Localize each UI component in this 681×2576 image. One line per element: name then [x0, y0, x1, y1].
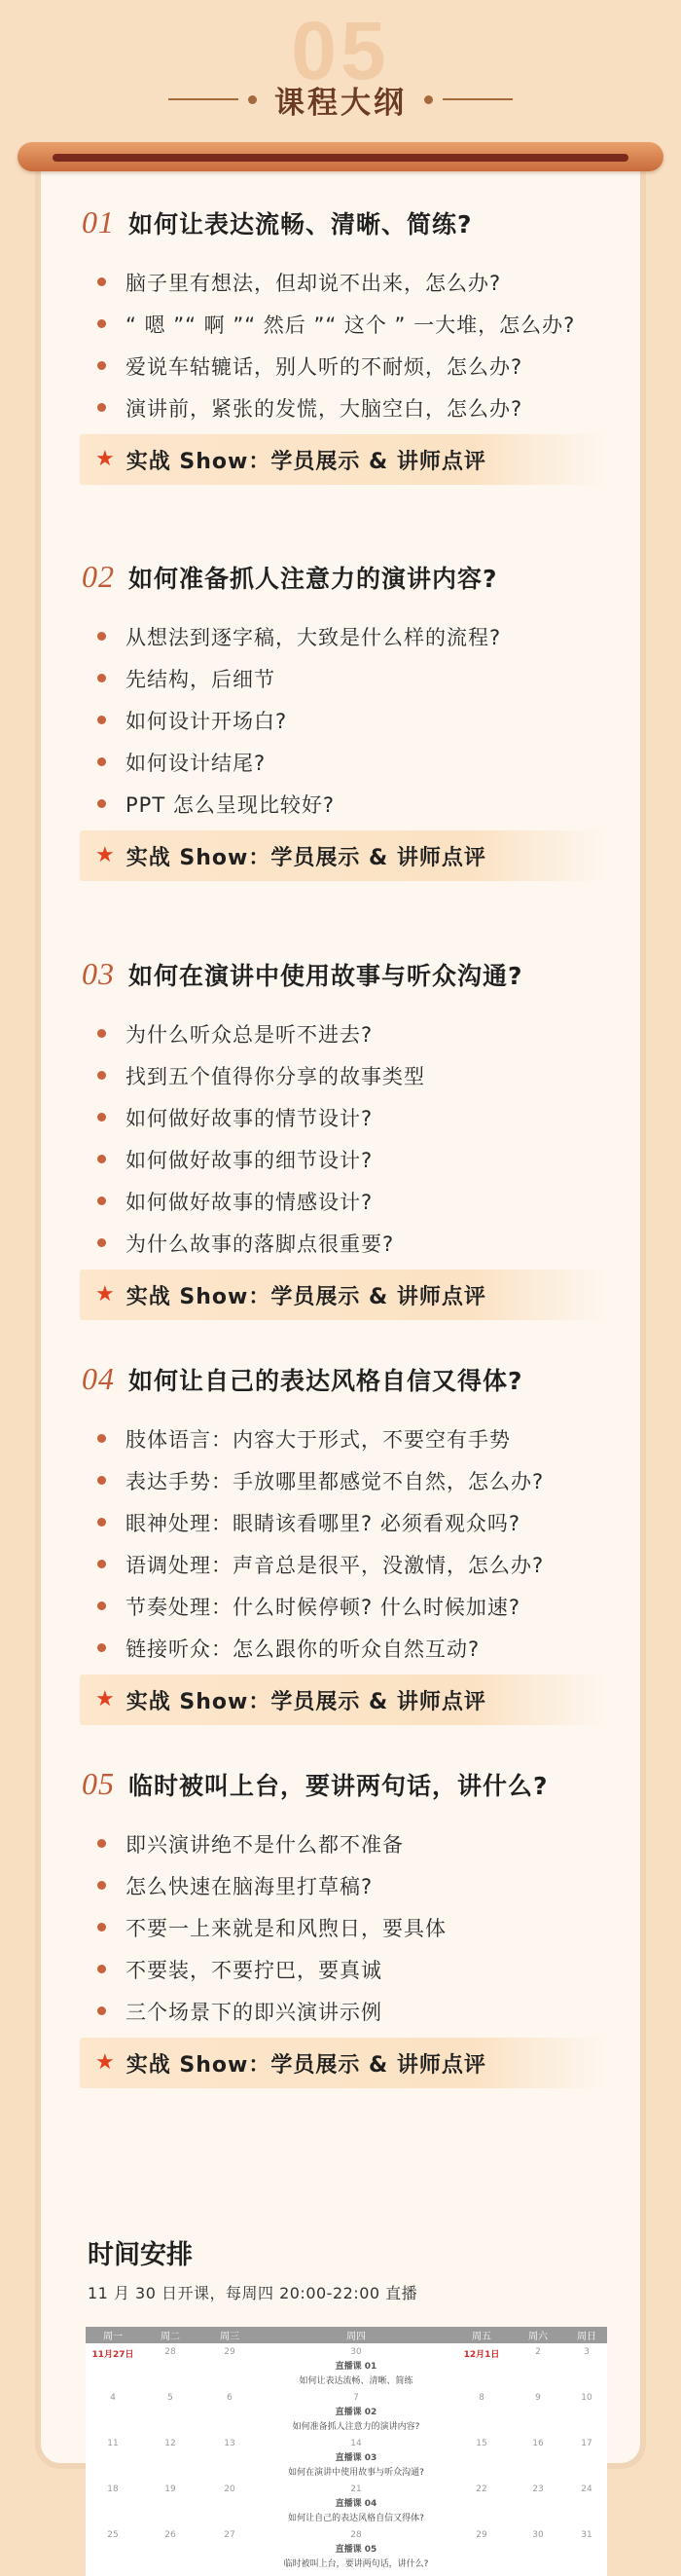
- calendar-day-number: 14: [350, 2439, 362, 2448]
- schedule-calendar: [86, 2327, 607, 2576]
- calendar-header: [86, 2327, 607, 2343]
- calendar-day-number: 25: [107, 2530, 119, 2540]
- page-title: 课程大纲: [274, 85, 407, 121]
- list-item-text: 节奏处理：什么时候停顿? 什么时候加速?: [125, 1595, 520, 1619]
- bullet-dot-icon: [97, 1113, 106, 1122]
- calendar-day-cell: [510, 2389, 566, 2435]
- calendar-week-row: [86, 2481, 607, 2526]
- calendar-day-number: 30: [350, 2347, 362, 2357]
- list-item: [97, 1627, 621, 1669]
- calendar-event-description: 如何让表达流畅、清晰、简练: [299, 2376, 413, 2386]
- bullet-dot-icon: [97, 1881, 106, 1890]
- bullet-dot-icon: [97, 1643, 106, 1652]
- list-item-text: 为什么故事的落脚点很重要?: [125, 1232, 395, 1256]
- bullet-dot-icon: [97, 716, 106, 724]
- practice-show-bar: [80, 2038, 605, 2088]
- calendar-event-description: 如何让自己的表达风格自信又得体?: [288, 2514, 424, 2523]
- section-number-watermark: 05: [291, 5, 390, 96]
- scroll-rail-inner: [53, 154, 628, 162]
- calendar-day-number: 19: [164, 2484, 176, 2494]
- calendar-day-number: 31: [581, 2530, 592, 2540]
- list-item: [97, 1990, 621, 2032]
- calendar-day-number: 26: [164, 2530, 176, 2540]
- list-item: [97, 345, 621, 386]
- calendar-weekday: 周六: [528, 2332, 548, 2342]
- list-item-text: 表达手势：手放哪里都感觉不自然，怎么办?: [125, 1469, 545, 1493]
- calendar-day-number: 8: [479, 2393, 484, 2403]
- bullet-dot-icon: [97, 1965, 106, 1973]
- calendar-day-number: 28: [164, 2347, 176, 2357]
- calendar-day-cell: [200, 2435, 259, 2481]
- calendar-day-cell: [510, 2435, 566, 2481]
- calendar-week-row: [86, 2389, 607, 2435]
- section-number: 01: [82, 204, 115, 239]
- bullet-dot-icon: [97, 757, 106, 766]
- calendar-event-title: 直播课 02: [335, 2408, 377, 2417]
- calendar-day-number: 15: [476, 2439, 487, 2448]
- list-item-text: 如何做好故事的情节设计?: [125, 1106, 374, 1130]
- list-item-text: 演讲前，紧张的发慌，大脑空白，怎么办?: [125, 396, 523, 421]
- bullet-dot-icon: [97, 403, 106, 412]
- list-item-text: 从想法到逐字稿，大致是什么样的流程?: [125, 625, 502, 649]
- list-item: [97, 386, 621, 428]
- calendar-day-number: 3: [584, 2347, 590, 2357]
- calendar-weekday: 周一: [103, 2332, 123, 2342]
- star-icon: ★: [95, 2050, 115, 2075]
- calendar-day-number: 7: [353, 2393, 359, 2403]
- bullet-dot-icon: [97, 1839, 106, 1848]
- calendar-day-number: 11: [107, 2439, 119, 2448]
- calendar-event-title: 直播课 03: [335, 2453, 377, 2463]
- star-icon: ★: [95, 447, 115, 471]
- bullet-dot-icon: [97, 1029, 106, 1038]
- page-header: [0, 70, 681, 129]
- calendar-day-number: 20: [224, 2484, 235, 2494]
- list-item-text: 语调处理：声音总是很平，没激情，怎么办?: [125, 1553, 545, 1577]
- list-item: [97, 1012, 621, 1054]
- calendar-day-number: 29: [476, 2530, 487, 2540]
- calendar-day-cell: [86, 2526, 140, 2572]
- section-heading: [82, 956, 523, 992]
- list-item: [97, 741, 621, 783]
- bullet-dot-icon: [97, 1476, 106, 1485]
- list-item: [97, 699, 621, 741]
- calendar-day-number: 29: [224, 2347, 235, 2357]
- calendar-day-cell: [453, 2343, 510, 2389]
- section-heading: [82, 1766, 549, 1802]
- calendar-day-number: 30: [532, 2530, 544, 2540]
- calendar-day-cell: [566, 2435, 607, 2481]
- practice-show-label: 实战 Show：学员展示 & 讲师点评: [125, 1689, 486, 1714]
- calendar-day-cell: [259, 2343, 453, 2389]
- calendar-day-cell: [566, 2389, 607, 2435]
- header-dot-left: [248, 95, 257, 104]
- star-icon: ★: [95, 843, 115, 867]
- calendar-body: [86, 2343, 607, 2572]
- calendar-day-number: 2: [535, 2347, 541, 2357]
- calendar-day-cell: [140, 2389, 200, 2435]
- list-item: [97, 1417, 621, 1459]
- list-item-text: 如何设计结尾?: [125, 751, 267, 775]
- calendar-day-number: 12月1日: [463, 2350, 500, 2360]
- section-items: [97, 1417, 621, 1669]
- list-item: [97, 1138, 621, 1180]
- list-item: [97, 303, 621, 345]
- header-line-right: [443, 98, 513, 100]
- calendar-day-cell: [566, 2481, 607, 2526]
- practice-show-bar: [80, 830, 605, 881]
- section-title: 如何让表达流畅、清晰、简练?: [128, 210, 473, 239]
- calendar-day-number: 13: [224, 2439, 235, 2448]
- calendar-day-cell: [453, 2481, 510, 2526]
- list-item-text: 如何做好故事的情感设计?: [125, 1190, 374, 1214]
- section-heading: [82, 204, 473, 240]
- calendar-day-number: 23: [532, 2484, 544, 2494]
- bullet-dot-icon: [97, 1071, 106, 1080]
- calendar-day-number: 11月27日: [91, 2350, 134, 2360]
- calendar-week-row: [86, 2526, 607, 2572]
- calendar-event-description: 临时被叫上台，要讲两句话，讲什么?: [283, 2559, 429, 2569]
- calendar-day-number: 9: [535, 2393, 541, 2403]
- calendar-day-number: 4: [110, 2393, 116, 2403]
- list-item-text: PPT 怎么呈现比较好?: [125, 792, 335, 817]
- bullet-dot-icon: [97, 277, 106, 286]
- calendar-day-cell: [86, 2435, 140, 2481]
- section-title: 如何准备抓人注意力的演讲内容?: [128, 565, 498, 593]
- schedule-subtitle: 11 月 30 日开课，每周四 20:00-22:00 直播: [88, 2284, 418, 2302]
- section-number: 05: [82, 1766, 115, 1801]
- calendar-day-cell: [566, 2526, 607, 2572]
- list-item-text: 即兴演讲绝不是什么都不准备: [125, 1832, 404, 1857]
- list-item-text: 三个场景下的即兴演讲示例: [125, 2000, 382, 2024]
- calendar-day-cell: [259, 2435, 453, 2481]
- practice-show-label: 实战 Show：学员展示 & 讲师点评: [125, 449, 486, 474]
- calendar-day-cell: [453, 2526, 510, 2572]
- bullet-dot-icon: [97, 361, 106, 370]
- calendar-event-title: 直播课 05: [335, 2545, 377, 2555]
- list-item-text: 爱说车轱辘话，别人听的不耐烦，怎么办?: [125, 354, 523, 379]
- calendar-day-number: 22: [476, 2484, 487, 2494]
- calendar-day-number: 27: [224, 2530, 235, 2540]
- list-item: [97, 1864, 621, 1906]
- bullet-dot-icon: [97, 1923, 106, 1932]
- practice-show-bar: [80, 1270, 605, 1320]
- list-item-text: 不要一上来就是和风煦日，要具体: [125, 1916, 447, 1940]
- list-item: [97, 1096, 621, 1138]
- calendar-day-cell: [140, 2481, 200, 2526]
- calendar-day-number: 10: [581, 2393, 592, 2403]
- calendar-weekday: 周三: [220, 2332, 239, 2342]
- calendar-day-cell: [86, 2343, 140, 2389]
- calendar-day-cell: [510, 2526, 566, 2572]
- section-number: 02: [82, 559, 115, 594]
- calendar-day-cell: [566, 2343, 607, 2389]
- calendar-day-number: 21: [350, 2484, 362, 2494]
- header-line-left: [168, 98, 238, 100]
- header-dot-right: [424, 95, 433, 104]
- section-heading: [82, 1361, 523, 1397]
- bullet-dot-icon: [97, 2006, 106, 2015]
- list-item-text: “ 嗯 ”“ 啊 ”“ 然后 ”“ 这个 ” 一大堆，怎么办?: [125, 313, 576, 337]
- list-item: [97, 1948, 621, 1990]
- practice-show-label: 实战 Show：学员展示 & 讲师点评: [125, 1284, 486, 1309]
- bullet-dot-icon: [97, 1196, 106, 1205]
- calendar-day-cell: [259, 2389, 453, 2435]
- list-item-text: 不要装，不要拧巴，要真诚: [125, 1958, 382, 1982]
- calendar-day-number: 24: [581, 2484, 592, 2494]
- calendar-day-cell: [200, 2481, 259, 2526]
- calendar-day-number: 12: [164, 2439, 176, 2448]
- section-title: 如何在演讲中使用故事与听众沟通?: [128, 962, 523, 990]
- calendar-day-cell: [200, 2389, 259, 2435]
- calendar-day-cell: [140, 2343, 200, 2389]
- calendar-weekday: 周五: [472, 2332, 491, 2342]
- calendar-day-cell: [140, 2435, 200, 2481]
- bullet-dot-icon: [97, 1601, 106, 1610]
- calendar-day-cell: [200, 2343, 259, 2389]
- calendar-day-number: 5: [167, 2393, 173, 2403]
- list-item: [97, 783, 621, 825]
- list-item-text: 为什么听众总是听不进去?: [125, 1022, 374, 1047]
- calendar-day-cell: [510, 2343, 566, 2389]
- bullet-dot-icon: [97, 1155, 106, 1163]
- bullet-dot-icon: [97, 1434, 106, 1443]
- practice-show-bar: [80, 434, 605, 485]
- outline-card: [35, 162, 646, 2569]
- list-item: [97, 1459, 621, 1501]
- bullet-dot-icon: [97, 1238, 106, 1247]
- calendar-day-cell: [86, 2481, 140, 2526]
- calendar-day-cell: [140, 2526, 200, 2572]
- bullet-dot-icon: [97, 1518, 106, 1527]
- list-item: [97, 1054, 621, 1096]
- list-item-text: 怎么快速在脑海里打草稿?: [125, 1874, 374, 1898]
- bullet-dot-icon: [97, 1560, 106, 1568]
- calendar-weekday: 周四: [346, 2332, 366, 2342]
- section-items: [97, 615, 621, 825]
- list-item: [97, 261, 621, 303]
- calendar-event-title: 直播课 01: [335, 2362, 377, 2372]
- calendar-day-number: 6: [227, 2393, 233, 2403]
- calendar-day-cell: [453, 2435, 510, 2481]
- list-item: [97, 1543, 621, 1585]
- calendar-day-cell: [453, 2389, 510, 2435]
- calendar-day-cell: [259, 2526, 453, 2572]
- list-item: [97, 615, 621, 657]
- list-item-text: 链接听众：怎么跟你的听众自然互动?: [125, 1637, 481, 1661]
- calendar-day-number: 16: [532, 2439, 544, 2448]
- section-title: 临时被叫上台，要讲两句话，讲什么?: [128, 1772, 549, 1800]
- calendar-day-number: 18: [107, 2484, 119, 2494]
- list-item-text: 如何做好故事的细节设计?: [125, 1148, 374, 1172]
- section-number: 04: [82, 1361, 115, 1396]
- schedule-title: 时间安排: [88, 2240, 193, 2270]
- bullet-dot-icon: [97, 799, 106, 808]
- list-item: [97, 1501, 621, 1543]
- calendar-week-row: [86, 2343, 607, 2389]
- calendar-weekday: 周二: [161, 2332, 180, 2342]
- section-items: [97, 1012, 621, 1264]
- calendar-event-description: 如何准备抓人注意力的演讲内容?: [292, 2422, 420, 2432]
- list-item-text: 脑子里有想法，但却说不出来，怎么办?: [125, 271, 502, 295]
- calendar-day-cell: [259, 2481, 453, 2526]
- list-item: [97, 1822, 621, 1864]
- calendar-day-number: 17: [581, 2439, 592, 2448]
- list-item: [97, 1180, 621, 1222]
- list-item-text: 先结构，后细节: [125, 667, 275, 691]
- list-item-text: 找到五个值得你分享的故事类型: [125, 1064, 425, 1088]
- calendar-week-row: [86, 2435, 607, 2481]
- section-items: [97, 1822, 621, 2032]
- calendar-day-cell: [200, 2526, 259, 2572]
- list-item: [97, 1222, 621, 1264]
- list-item: [97, 657, 621, 699]
- list-item-text: 肢体语言：内容大于形式，不要空有手势: [125, 1427, 511, 1452]
- list-item: [97, 1906, 621, 1948]
- calendar-event-title: 直播课 04: [335, 2499, 377, 2509]
- practice-show-label: 实战 Show：学员展示 & 讲师点评: [125, 2052, 486, 2078]
- calendar-day-number: 28: [350, 2530, 362, 2540]
- section-title: 如何让自己的表达风格自信又得体?: [128, 1367, 523, 1395]
- list-item: [97, 1585, 621, 1627]
- list-item-text: 如何设计开场白?: [125, 709, 288, 733]
- star-icon: ★: [95, 1282, 115, 1306]
- list-item-text: 眼神处理：眼睛该看哪里? 必须看观众吗?: [125, 1511, 520, 1535]
- bullet-dot-icon: [97, 319, 106, 328]
- practice-show-bar: [80, 1674, 605, 1725]
- calendar-day-cell: [86, 2389, 140, 2435]
- calendar-weekday: 周日: [577, 2332, 596, 2342]
- section-items: [97, 261, 621, 428]
- star-icon: ★: [95, 1687, 115, 1711]
- scroll-rail-decoration: [18, 142, 663, 171]
- calendar-event-description: 如何在演讲中使用故事与听众沟通?: [288, 2468, 424, 2478]
- bullet-dot-icon: [97, 632, 106, 641]
- section-number: 03: [82, 956, 115, 991]
- calendar-day-cell: [510, 2481, 566, 2526]
- section-heading: [82, 559, 498, 595]
- bullet-dot-icon: [97, 674, 106, 682]
- practice-show-label: 实战 Show：学员展示 & 讲师点评: [125, 845, 486, 870]
